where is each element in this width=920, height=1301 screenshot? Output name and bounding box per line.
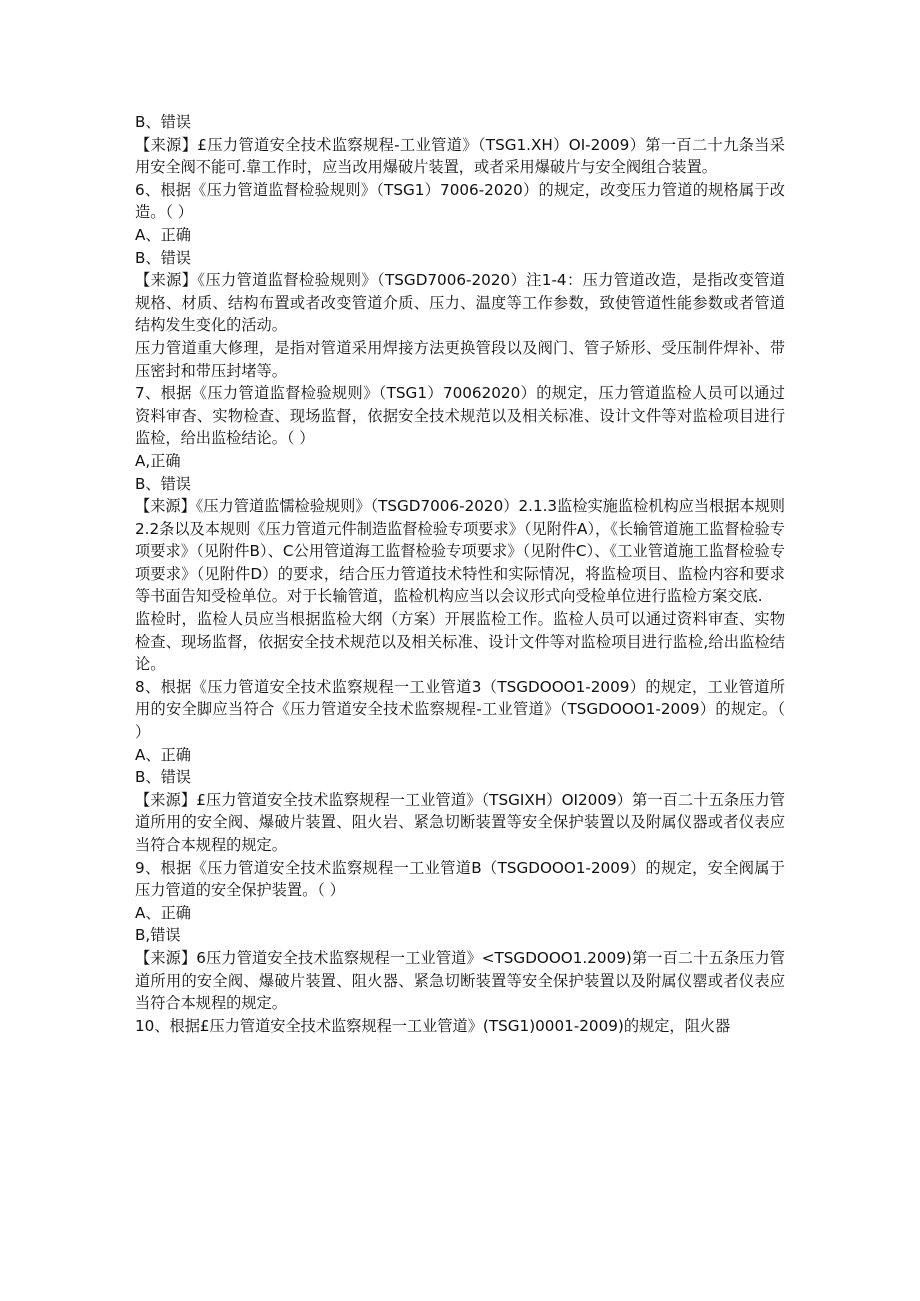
option-b-q7: B、错误: [135, 474, 191, 493]
question-8: 8、根据《压力管道安全技术监察规程一工业管道3（TSGDOOO1-2009）的规定，工业管道所用的安全脚应当符合《压力管道安全技术监察规程-工业管道》（TSGDOOO1-2009）的规定。（ ）: [135, 677, 785, 742]
option-b-q6: B、错误: [135, 248, 191, 267]
question-7: 7、根据《压力管道监督检验规则》（TSG1）70062020）的规定，压力管道监检人员可以通过资料审杳、实物检查、现场监督，依据安全技术规范以及相关标准、设计文件等对监检项目进行监检，给出监检结论。（ ）: [135, 384, 785, 448]
source-q6-extra: 压力管道重大修理，是指对管道采用焊接方法更换管段以及阀门、管子矫形、受压制件焊补、带压密封和带压封堵等。: [135, 338, 785, 380]
option-a-q7: A,正确: [135, 451, 181, 470]
option-a-q6: A、正确: [135, 225, 191, 244]
source-q5: 【来源】£压力管道安全技术监察规程-工业管道》（TSG1.XH）OI-2009）第一百二十九条当采用安全阀不能可.靠工作时，应当改用爆破片装置，或者采用爆破片与安全阀组合装置。: [135, 135, 785, 177]
option-b-q8: B、错误: [135, 768, 191, 787]
source-q6: 【来源】《压力管道监督检验规则》（TSGD7006-2020）注1-4：压力管道改造，是指改变管道规格、材质、结构布置或者改变管道介质、压力、温度等工作参数，致使管道性能参数或者管道结构发生变化的活动。: [135, 271, 785, 335]
option-a-q9: A、正确: [135, 903, 191, 922]
source-q7-extra: 监检时，监检人员应当根据监检大纲（方案）开展监检工作。监检人员可以通过资料审查、实物检查、现场监督，依据安全技术规范以及相关标准、设计文件等对监检项目进行监检,给出监检结论。: [135, 610, 785, 674]
source-q9: 【来源】6压力管道安全技术监察规程一工业管道》<TSGDOOO1.2009)第一百二十五条压力管道所用的安全阀、爆破片装置、阻火器、紧急切断装置等安全保护装置以及附属仪罂或者仪表应当符合本规程的规定。: [135, 948, 785, 1013]
source-q8: 【来源】£压力管道安全技术监察规程一工业管道》（TSGIXH）OI2009）第一百二十五条压力管道所用的安全阀、爆破片装置、阻火岩、紧急切断装置等安全保护装置以及附属仪器或者仪表应当符合本规程的规定。: [135, 790, 785, 854]
option-a-q8: A、正确: [135, 745, 191, 764]
source-q7: 【来源】《压力管道监懦检验规则》（TSGD7006-2020）2.1.3监检实施监检机构应当根据本规则2.2条以及本规则《压力管道元件制造监督检验专项要求》（见附件A），《长输管道施工监督检验专项要求》（见附件B）、C公用管道海工监督检验专项要求》（见附件C）、《工业管道施工监督检验专项要求》（见附件D）的要求，结合压力管道技术特性和实际情况，将监检项目、监检内容和要求等书面告知受检单位。对于长输管道，监检机构应当以会议形式向受检单位进行监检方案交底.: [135, 497, 785, 606]
document-page: [135, 111, 785, 1037]
question-10: 10、根据£压力管道安全技术监察规程一工业管道》(TSG1)0001-2009)的规定，阻火器: [135, 1016, 731, 1035]
option-b-q9: B,错误: [135, 926, 181, 945]
question-9: 9、根据《压力管道安全技术监察规程一工业管道B（TSGDOOO1-2009）的规定，安全阀属于压力管道的安全保护装置。（ ）: [135, 858, 785, 900]
option-b-q5: B、错误: [135, 113, 191, 131]
question-6: 6、根据《压力管道监督检验规则》（TSG1）7006-2020）的规定，改变压力管道的规格属于改造。（ ）: [135, 180, 785, 222]
